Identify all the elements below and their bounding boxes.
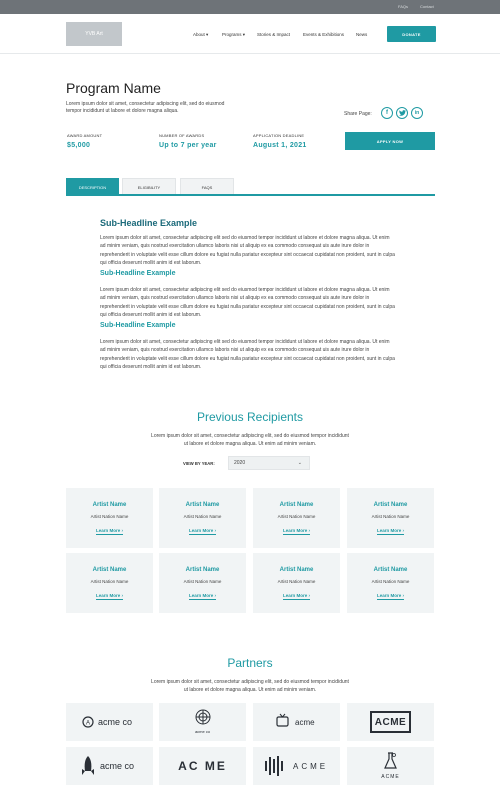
award-amount-label: AWARD AMOUNT [67,133,103,138]
contact-link[interactable]: Contact [420,4,434,9]
artist-nation: Artist Nation Name [90,579,129,584]
learn-more-label: Learn More [282,528,308,533]
partner-logo[interactable] [66,703,153,741]
partner-logo-text: acme co [194,729,211,734]
partner-logo-text: ACME [381,774,400,780]
partners-description: Lorem ipsum dolor sit amet, consectetur adipiscing elit, sed do eiusmod tempor incididunt ut labore et dolore magna aliqua. Ut enim ad minim veniam. [151,679,349,693]
program-description: Lorem ipsum dolor sit amet, consectetur adipiscing elit, sed do eiusmod tempor incididunt ut labore et dolore magna aliqua. [66,101,225,114]
chevron-down-icon: ▾ [241,32,246,37]
number-awards-label: NUMBER OF AWARDS [159,133,205,138]
donate-button[interactable]: DONATE [387,26,436,42]
partner-logo-text: AC ME [178,759,227,773]
artist-nation: Artist Nation Name [277,579,316,584]
partner-logo[interactable] [347,703,434,741]
artist-name: Artist Name [373,567,408,573]
artist-name: Artist Name [185,567,220,573]
svg-text:A: A [85,720,91,727]
partner-logo-text: ACME [293,762,329,771]
partner-logo[interactable] [159,747,246,785]
artist-nation: Artist Nation Name [371,514,410,519]
acme-box-logo [370,711,411,733]
linkedin-icon[interactable]: in [411,107,423,119]
recipient-card[interactable] [159,553,246,613]
tab-description[interactable]: DESCRIPTION [66,178,119,195]
recipient-card[interactable] [253,553,340,613]
apply-now-button[interactable]: APPLY NOW [345,132,435,150]
nav-about-label: About [193,32,205,37]
partner-logo[interactable] [66,747,153,785]
year-filter-label: VIEW BY YEAR: [183,461,215,466]
recipient-card[interactable] [159,488,246,548]
nav-programs-label: Programs [222,32,242,37]
award-amount-value: $5,000 [67,142,91,149]
learn-more-link[interactable] [347,593,434,598]
partner-logo[interactable] [347,747,434,785]
arrow-right-icon: › [121,528,124,533]
arrow-right-icon: › [402,593,405,598]
tab-eligibility[interactable]: ELIGIBILITY [122,178,176,195]
learn-more-link[interactable] [253,528,340,533]
nav-stories[interactable]: Stories & Impact [257,32,291,37]
learn-more-link[interactable] [159,528,246,533]
learn-more-link[interactable] [66,593,153,598]
recipient-card[interactable] [347,488,434,548]
partner-logo[interactable] [159,703,246,741]
artist-nation: Artist Nation Name [371,579,410,584]
recipients-description: Lorem ipsum dolor sit amet, consectetur adipiscing elit, sed do eiusmod tempor incididunt ut labore et dolore magna aliqua. Ut enim ad minim veniam. [151,433,349,447]
artist-nation: Artist Nation Name [277,514,316,519]
year-select-value: 2020 [234,460,246,466]
learn-more-link[interactable] [159,593,246,598]
artist-name: Artist Name [92,567,127,573]
recipient-card[interactable] [66,488,153,548]
tab-underline [66,194,435,196]
content-subheadline: Sub-Headline Example [100,270,176,277]
nav-events[interactable]: Events & Exhibitions [303,32,345,37]
learn-more-link[interactable] [347,528,434,533]
content-subheadline: Sub-Headline Example [100,322,176,329]
artist-name: Artist Name [279,502,314,508]
site-logo[interactable]: YVB Art [66,22,122,46]
learn-more-label: Learn More [376,528,402,533]
chevron-down-icon: ▾ [204,32,209,37]
content-paragraph: Lorem ipsum dolor sit amet, consectetur adipiscing elit sed do eiusmod tempor incididunt ut labore et dolore magna aliqua. Ut enim ad minim veniam, quis nostrud exercitation ullamco laboris nisi ut aliquip ex ea commodo consequat uis aute irure dolor in reprehenderit in voluptate velit esse cillum dolore eu fugiat nulla pariatur excepteur sint occaecat cupidatat non proident, sunt in culpa qui officia deserunt mollit anim id est laborum. [100,339,395,371]
nav-programs[interactable] [222,32,245,38]
learn-more-label: Learn More [282,593,308,598]
artist-nation: Artist Nation Name [90,514,129,519]
faqs-link[interactable]: FAQs [398,4,409,9]
learn-more-link[interactable] [253,593,340,598]
twitter-icon[interactable] [396,107,408,119]
artist-name: Artist Name [279,567,314,573]
artist-nation: Artist Nation Name [183,514,222,519]
deadline-label: APPLICATION DEADLINE [253,133,305,138]
learn-more-label: Learn More [188,593,214,598]
content-paragraph: Lorem ipsum dolor sit amet, consectetur adipiscing elit sed do eiusmod tempor incididunt ut labore et dolore magna aliqua. Ut enim ad minim veniam, quis nostrud exercitation ullamco laboris nisi ut aliquip ex ea commodo consequat uis aute irure dolor in reprehenderit in voluptate velit esse cillum dolore eu fugiat nulla pariatur excepteur sint occaecat cupidatat non proident, sunt in culpa qui officia deserunt mollit anim id est laborum. [100,235,395,267]
content-headline: Sub-Headline Example [100,218,198,228]
facebook-icon[interactable]: f [381,107,393,119]
partner-logo-text: acme co [100,761,135,771]
deadline-value: August 1, 2021 [253,142,307,149]
learn-more-label: Learn More [95,593,121,598]
arrow-right-icon: › [402,528,405,533]
partner-logo-text: ACME [374,716,407,728]
artist-name: Artist Name [185,502,220,508]
arrow-right-icon: › [214,593,217,598]
recipient-card[interactable] [347,553,434,613]
learn-more-label: Learn More [95,528,121,533]
nav-about[interactable] [193,32,208,38]
share-label: Share Page: [344,111,372,117]
learn-more-label: Learn More [376,593,402,598]
learn-more-label: Learn More [188,528,214,533]
arrow-right-icon: › [121,593,124,598]
nav-news[interactable]: News [356,32,368,37]
chevron-down-icon: ⌄ [297,460,302,466]
partner-logo[interactable] [253,703,340,741]
artist-name: Artist Name [92,502,127,508]
recipient-card[interactable] [253,488,340,548]
arrow-right-icon: › [214,528,217,533]
recipients-title: Previous Recipients [196,410,304,424]
learn-more-link[interactable] [66,528,153,533]
year-select[interactable] [228,456,310,470]
partner-logo-text: acme co [98,717,133,727]
utility-bar [0,0,500,14]
artist-nation: Artist Nation Name [183,579,222,584]
content-paragraph: Lorem ipsum dolor sit amet, consectetur adipiscing elit sed do eiusmod tempor incididunt ut labore et dolore magna aliqua. Ut enim ad minim veniam, quis nostrud exercitation ullamco laboris nisi ut aliquip ex ea commodo consequat uis aute irure dolor in reprehenderit in voluptate velit esse cillum dolore eu fugiat nulla pariatur excepteur sint occaecat cupidatat non proident, sunt in culpa qui officia deserunt mollit anim id est laborum. [100,287,395,319]
partner-logo[interactable] [253,747,340,785]
tab-faqs[interactable]: FAQS [180,178,234,195]
number-awards-value: Up to 7 per year [159,142,217,149]
arrow-right-icon: › [308,593,311,598]
artist-name: Artist Name [373,502,408,508]
arrow-right-icon: › [308,528,311,533]
partners-title: Partners [227,656,273,670]
partner-logo-text: acme [295,718,315,727]
page-title: Program Name [66,80,161,96]
recipient-card[interactable] [66,553,153,613]
